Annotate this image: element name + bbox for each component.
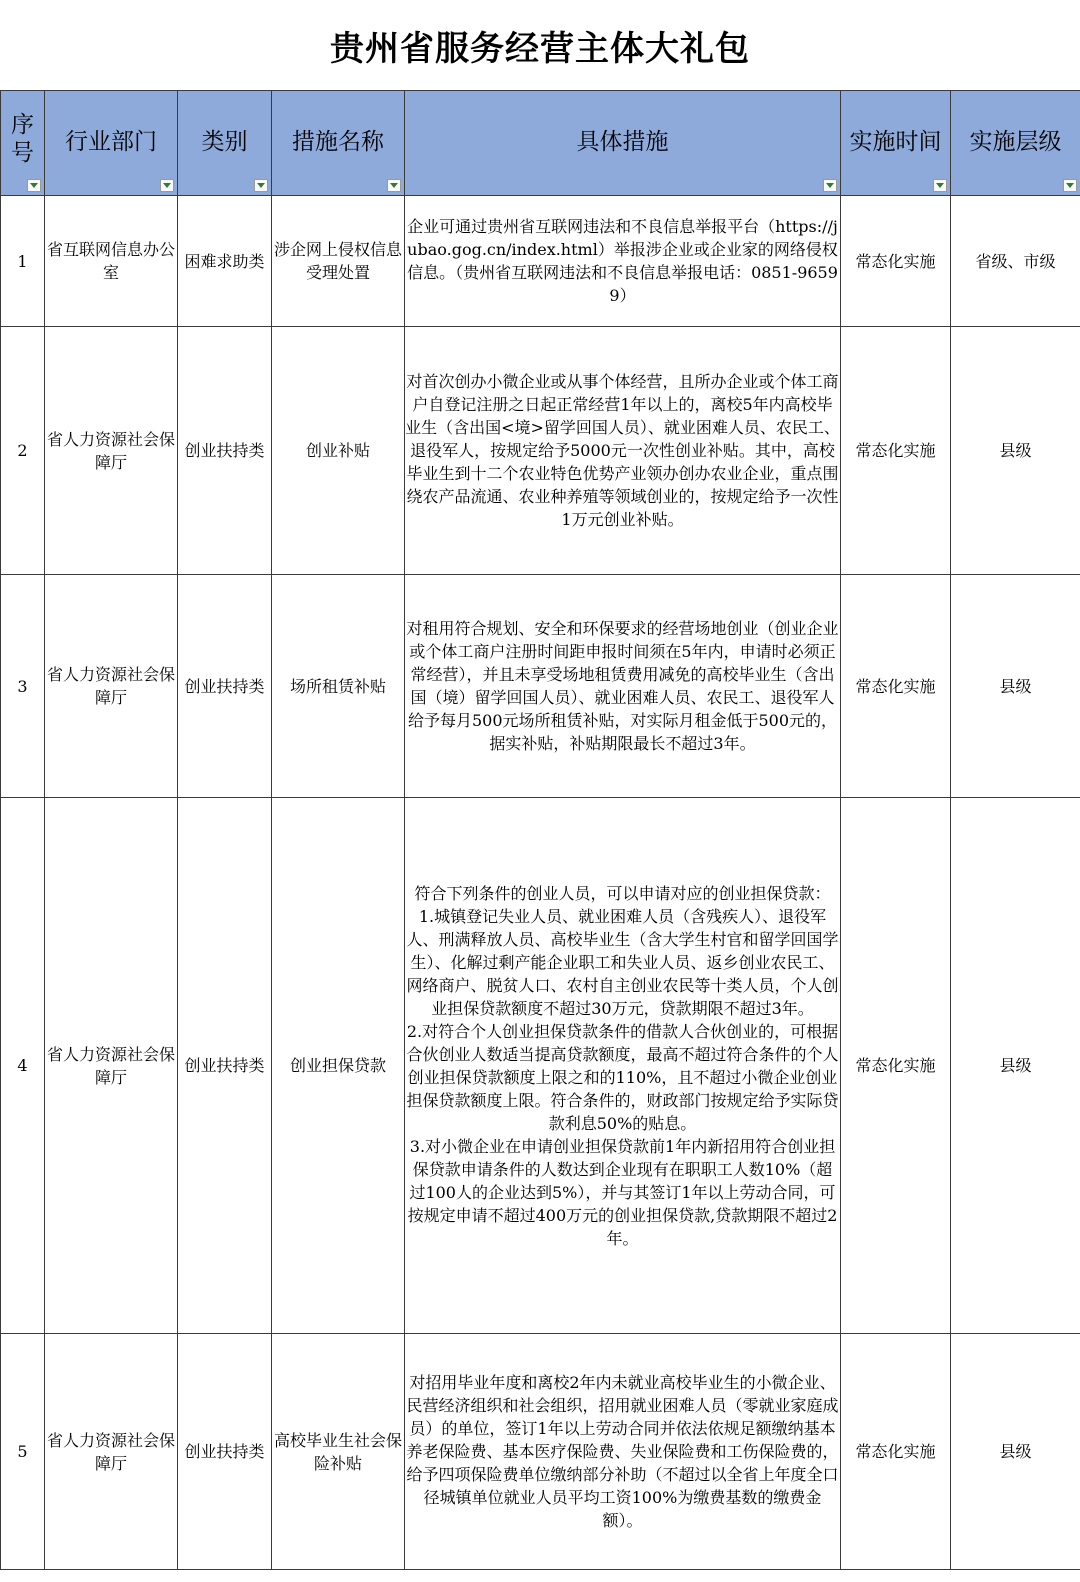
- cell-seq: 2: [1, 327, 45, 575]
- cell-time: 常态化实施: [841, 327, 951, 575]
- cell-dept: 省人力资源社会保障厅: [45, 575, 178, 798]
- cell-dept: 省互联网信息办公室: [45, 196, 178, 327]
- detail-paragraph: 对租用符合规划、安全和环保要求的经营场地创业（创业企业或个体工商户注册时间距申报时间须在5年内，申请时必须正常经营），并且未享受场地租赁费用减免的高校毕业生（含出国（境）留学回国人员）、就业困难人员、农民工、退役军人给予每月500元场所租赁补贴，对实际月租金低于500元的，据实补贴，补贴期限最长不超过3年。: [406, 619, 839, 753]
- cell-dept: 省人力资源社会保障厅: [45, 1334, 178, 1570]
- cell-category: 创业扶持类: [178, 327, 272, 575]
- detail-paragraph: 符合下列条件的创业人员，可以申请对应的创业担保贷款：: [414, 883, 831, 903]
- filter-dropdown-icon[interactable]: [933, 179, 947, 192]
- cell-detail: [405, 1334, 841, 1570]
- filter-dropdown-icon[interactable]: [254, 179, 268, 192]
- detail-paragraph: 3.对小微企业在申请创业担保贷款前1年内新招用符合创业担保贷款申请条件的人数达到企业现有在职职工人数10%（超过100人的企业达到5%），并与其签订1年以上劳动合同，可按规定申请不超过400万元的创业担保贷款,贷款期限不超过2年。: [407, 1136, 838, 1248]
- cell-seq: 4: [1, 798, 45, 1334]
- cell-detail: [405, 327, 841, 575]
- table-row: [1, 575, 1080, 798]
- cell-level: 县级: [951, 1334, 1080, 1570]
- cell-seq: 3: [1, 575, 45, 798]
- cell-level: 县级: [951, 798, 1080, 1334]
- cell-category: 创业扶持类: [178, 575, 272, 798]
- header-label: 类别: [201, 128, 248, 155]
- cell-name: 涉企网上侵权信息受理处置: [272, 196, 405, 327]
- cell-time: 常态化实施: [841, 575, 951, 798]
- table-row: [1, 798, 1080, 1334]
- title-bar: [0, 0, 1080, 90]
- cell-seq: 5: [1, 1334, 45, 1570]
- cell-name: 创业补贴: [272, 327, 405, 575]
- header-label: 实施时间: [849, 128, 942, 155]
- header-seq: [1, 91, 45, 196]
- cell-level: 省级、市级: [951, 196, 1080, 327]
- cell-seq: 1: [1, 196, 45, 327]
- filter-dropdown-icon[interactable]: [160, 179, 174, 192]
- cell-time: 常态化实施: [841, 1334, 951, 1570]
- cell-category: 困难求助类: [178, 196, 272, 327]
- filter-dropdown-icon[interactable]: [387, 179, 401, 192]
- header-label: 实施层级: [969, 128, 1062, 155]
- table-row: [1, 196, 1080, 327]
- header-name: [272, 91, 405, 196]
- cell-category: 创业扶持类: [178, 1334, 272, 1570]
- cell-dept: 省人力资源社会保障厅: [45, 327, 178, 575]
- cell-detail: [405, 575, 841, 798]
- header-label: 措施名称: [292, 128, 384, 155]
- filter-dropdown-icon[interactable]: [27, 179, 41, 192]
- detail-paragraph: 2.对符合个人创业担保贷款条件的借款人合伙创业的，可根据合伙创业人数适当提高贷款额度，最高不超过符合条件的个人创业担保贷款额度上限之和的110%，且不超过小微企业创业担保贷款额度上限。符合条件的，财政部门按规定给予实际贷款利息50%的贴息。: [406, 1021, 839, 1133]
- page-title: 贵州省服务经营主体大礼包: [330, 28, 750, 69]
- header-time: [841, 91, 951, 196]
- cell-time: 常态化实施: [841, 798, 951, 1334]
- table-row: [1, 1334, 1080, 1570]
- cell-name: 创业担保贷款: [272, 798, 405, 1334]
- table-row: [1, 327, 1080, 575]
- header-category: [178, 91, 272, 196]
- header-level: [951, 91, 1080, 196]
- header-label: 具体措施: [576, 128, 669, 155]
- cell-detail: [405, 798, 841, 1334]
- filter-dropdown-icon[interactable]: [1063, 179, 1077, 192]
- cell-dept: 省人力资源社会保障厅: [45, 798, 178, 1334]
- cell-name: 场所租赁补贴: [272, 575, 405, 798]
- filter-dropdown-icon[interactable]: [823, 179, 837, 192]
- header-label: 序号: [11, 112, 34, 166]
- cell-time: 常态化实施: [841, 196, 951, 327]
- measures-table: [0, 90, 1080, 1570]
- header-row: [1, 91, 1080, 196]
- cell-level: 县级: [951, 575, 1080, 798]
- header-label: 行业部门: [65, 128, 157, 155]
- detail-paragraph: 对招用毕业年度和离校2年内未就业高校毕业生的小微企业、民营经济组织和社会组织，招用就业困难人员（零就业家庭成员）的单位，签订1年以上劳动合同并依法依规足额缴纳基本养老保险费、基本医疗保险费、失业保险费和工伤保险费的，给予四项保险费单位缴纳部分补助（不超过以全省上年度全口径城镇单位就业人员平均工资100%为缴费基数的缴费金额）。: [406, 1373, 839, 1530]
- cell-detail: [405, 196, 841, 327]
- detail-paragraph: 对首次创办小微企业或从事个体经营，且所办企业或个体工商户自登记注册之日起正常经营1年以上的，离校5年内高校毕业生（含出国<境>留学回国人员）、就业困难人员、农民工、退役军人，按规定给予5000元一次性创业补贴。其中，高校毕业生到十二个农业特色优势产业领办创办农业企业，重点围绕农产品流通、农业种养殖等领域创业的，按规定给予一次性1万元创业补贴。: [405, 372, 840, 529]
- cell-name: 高校毕业生社会保险补贴: [272, 1334, 405, 1570]
- header-dept: [45, 91, 178, 196]
- header-detail: [405, 91, 841, 196]
- detail-paragraph: 企业可通过贵州省互联网违法和不良信息举报平台（https://jubao.gog.cn/index.html）举报涉企业或企业家的网络侵权信息。（贵州省互联网违法和不良信息举报电话：0851-96599）: [407, 217, 838, 305]
- detail-paragraph: 1.城镇登记失业人员、就业困难人员（含残疾人）、退役军人、刑满释放人员、高校毕业生（含大学生村官和留学回国学生）、化解过剩产能企业职工和失业人员、返乡创业农民工、网络商户、脱贫人口、农村自主创业农民等十类人员，个人创业担保贷款额度不超过30万元，贷款期限不超过3年。: [406, 906, 839, 1018]
- cell-category: 创业扶持类: [178, 798, 272, 1334]
- cell-level: 县级: [951, 327, 1080, 575]
